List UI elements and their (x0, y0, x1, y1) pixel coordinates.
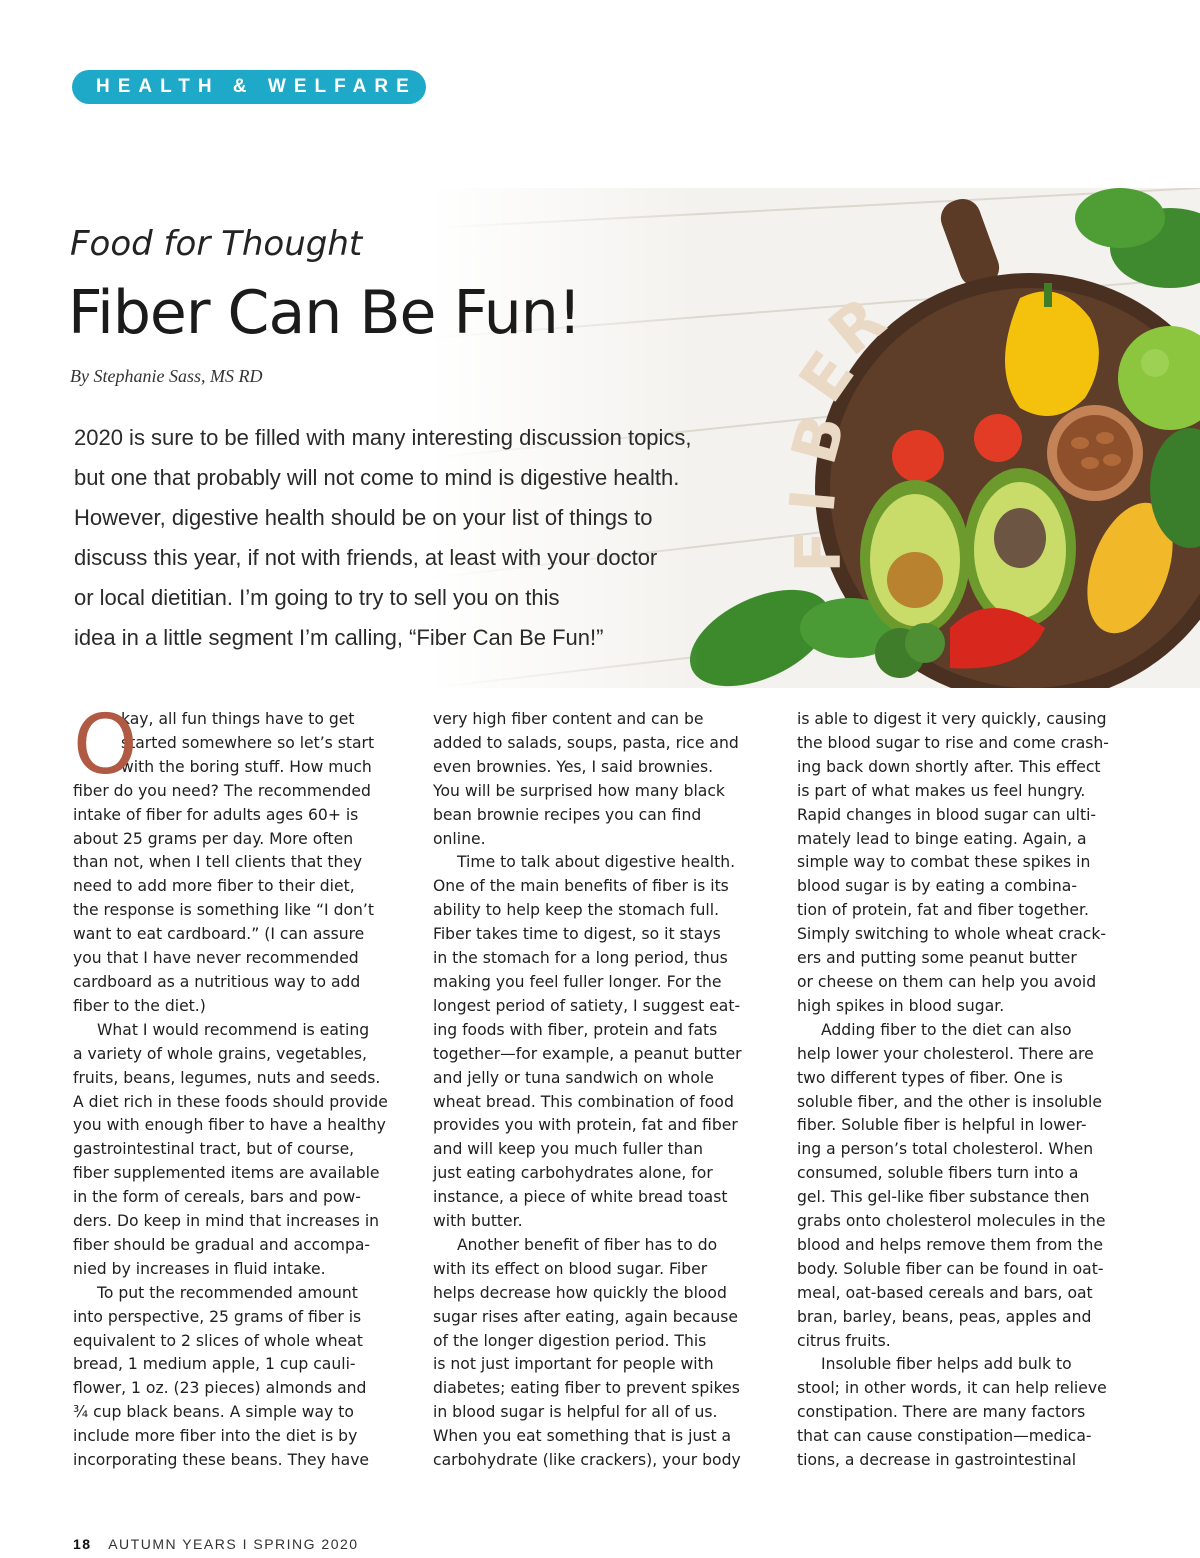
text-line: together—for example, a peanut butter (433, 1044, 742, 1063)
intro-line: or local dietitian. I’m going to try to sell you on this (74, 585, 560, 610)
text-line: citrus fruits. (797, 1331, 891, 1350)
text-line: and jelly or tuna sandwich on whole (433, 1068, 714, 1087)
text-line: of the longer digestion period. This (433, 1331, 707, 1350)
text-line: just eating carbohydrates alone, for (433, 1164, 713, 1183)
article-column-3 (797, 708, 1129, 1473)
text-line: tion of protein, fat and fiber together. (797, 901, 1089, 920)
drop-cap: O (73, 698, 138, 793)
text-line: bran, barley, beans, peas, apples and (797, 1307, 1092, 1326)
text-line: equivalent to 2 slices of whole wheat (73, 1331, 363, 1350)
text-line: Insoluble fiber helps add bulk to (821, 1355, 1072, 1374)
text-line: fiber do you need? The recommended (73, 781, 371, 800)
intro-paragraph (74, 418, 774, 658)
text-line: Adding fiber to the diet can also (821, 1020, 1072, 1039)
text-line: include more fiber into the diet is by (73, 1427, 358, 1446)
text-line: ability to help keep the stomach full. (433, 901, 720, 920)
text-line: with butter. (433, 1212, 523, 1231)
text-line: constipation. There are many factors (797, 1403, 1086, 1422)
text-line: is able to digest it very quickly, causing (797, 710, 1107, 728)
text-line: that can cause constipation—medica- (797, 1427, 1092, 1446)
text-line: bean brownie recipes you can find (433, 805, 702, 824)
text-line: To put the recommended amount (97, 1283, 358, 1302)
text-line: a variety of whole grains, vegetables, (73, 1044, 367, 1063)
text-line: nied by increases in fluid intake. (73, 1259, 326, 1278)
text-line: simple way to combat these spikes in (797, 853, 1091, 872)
text-line: with its effect on blood sugar. Fiber (433, 1259, 708, 1278)
kicker: Food for Thought (70, 224, 363, 264)
page-number: 18 (73, 1536, 92, 1552)
article-column-1 (73, 698, 405, 1473)
text-line: need to add more fiber to their diet, (73, 877, 355, 896)
text-line: incorporating these beans. They have (73, 1451, 370, 1470)
text-line: the blood sugar to rise and come crash- (797, 733, 1109, 752)
text-line: Time to talk about digestive health. (457, 853, 736, 872)
text-line: is not just important for people with (433, 1355, 714, 1374)
text-line: gastrointestinal tract, but of course, (73, 1140, 355, 1159)
text-line: blood sugar is by eating a combina- (797, 877, 1077, 896)
text-line: diabetes; eating fiber to prevent spikes (433, 1379, 740, 1398)
text-line: You will be surprised how many black (433, 781, 725, 800)
text-line: ing foods with fiber, protein and fats (433, 1020, 718, 1039)
text-line: carbohydrate (like crackers), your body (433, 1451, 741, 1470)
text-line: cardboard as a nutritious way to add (73, 972, 361, 991)
text-line: into perspective, 25 grams of fiber is (73, 1307, 362, 1326)
article-column-2 (433, 708, 765, 1473)
text-line: fiber. Soluble fiber is helpful in lower- (797, 1116, 1087, 1135)
text-line: ers and putting some peanut butter (797, 949, 1077, 968)
text-line: want to eat cardboard.” (I can assure (73, 925, 365, 944)
text-line: you with enough fiber to have a healthy (73, 1116, 386, 1135)
text-line: in the stomach for a long period, thus (433, 949, 728, 968)
text-line: two different types of fiber. One is (797, 1068, 1063, 1087)
text-line: sugar rises after eating, again because (433, 1307, 738, 1326)
text-line: ders. Do keep in mind that increases in (73, 1212, 380, 1231)
intro-line: discuss this year, if not with friends, at least with your doctor (74, 545, 658, 570)
text-line: Another benefit of fiber has to do (457, 1235, 718, 1254)
text-line: flower, 1 oz. (23 pieces) almonds and (73, 1379, 367, 1398)
text-line: in blood sugar is helpful for all of us. (433, 1403, 718, 1422)
page-footer (73, 1536, 359, 1552)
text-line: you that I have never recommended (73, 949, 359, 968)
publication-info: AUTUMN YEARS I SPRING 2020 (108, 1536, 359, 1552)
text-line: mately lead to binge eating. Again, a (797, 829, 1087, 848)
text-line: consumed, soluble fibers turn into a (797, 1164, 1079, 1183)
text-line: gel. This gel-like fiber substance then (797, 1188, 1090, 1207)
text-line: fruits, beans, legumes, nuts and seeds. (73, 1068, 381, 1087)
text-line: provides you with protein, fat and fiber (433, 1116, 738, 1135)
section-label: HEALTH & WELFARE (72, 70, 426, 104)
intro-line: However, digestive health should be on your list of things to (74, 505, 653, 530)
text-line: Rapid changes in blood sugar can ulti- (797, 805, 1097, 824)
text-line: even brownies. Yes, I said brownies. (433, 757, 714, 776)
intro-line: but one that probably will not come to mind is digestive health. (74, 465, 680, 490)
text-line: intake of fiber for adults ages 60+ is (73, 805, 359, 824)
text-line: blood and helps remove them from the (797, 1235, 1103, 1254)
text-line: longest period of satiety, I suggest eat- (433, 996, 741, 1015)
text-line: and will keep you much fuller than (433, 1140, 704, 1159)
headline: Fiber Can Be Fun! (68, 278, 581, 348)
text-line: helps decrease how quickly the blood (433, 1283, 727, 1302)
text-line: soluble fiber, and the other is insoluble (797, 1092, 1102, 1111)
text-line: fiber to the diet.) (73, 996, 206, 1015)
text-line: making you feel fuller longer. For the (433, 972, 722, 991)
text-line: or cheese on them can help you avoid (797, 972, 1097, 991)
text-line: online. (433, 829, 486, 848)
intro-line: idea in a little segment I’m calling, “Fiber Can Be Fun!” (74, 625, 604, 650)
text-line: high spikes in blood sugar. (797, 996, 1005, 1015)
text-line: fiber supplemented items are available (73, 1164, 380, 1183)
text-line: than not, when I tell clients that they (73, 853, 363, 872)
text-line: What I would recommend is eating (97, 1020, 370, 1039)
byline: By Stephanie Sass, MS RD (70, 366, 263, 386)
text-line: Simply switching to whole wheat crack- (797, 925, 1106, 944)
text-line: Fiber takes time to digest, so it stays (433, 925, 721, 944)
text-line: One of the main benefits of fiber is its (433, 877, 729, 896)
text-line: tions, a decrease in gastrointestinal (797, 1451, 1077, 1470)
text-line: body. Soluble fiber can be found in oat- (797, 1259, 1104, 1278)
text-line: ing a person’s total cholesterol. When (797, 1140, 1094, 1159)
text-line: When you eat something that is just a (433, 1427, 732, 1446)
text-line: grabs onto cholesterol molecules in the (797, 1212, 1106, 1231)
text-line: is part of what makes us feel hungry. (797, 781, 1086, 800)
text-line: meal, oat-based cereals and bars, oat (797, 1283, 1093, 1302)
text-line: in the form of cereals, bars and pow- (73, 1188, 361, 1207)
text-line: the response is something like “I don’t (73, 901, 374, 920)
text-line: stool; in other words, it can help relieve (797, 1379, 1107, 1398)
text-line: very high fiber content and can be (433, 710, 704, 728)
text-line: ¾ cup black beans. A simple way to (73, 1403, 354, 1422)
text-line: instance, a piece of white bread toast (433, 1188, 728, 1207)
text-line: added to salads, soups, pasta, rice and (433, 733, 739, 752)
text-line: help lower your cholesterol. There are (797, 1044, 1094, 1063)
text-line: wheat bread. This combination of food (433, 1092, 734, 1111)
text-line: about 25 grams per day. More often (73, 829, 354, 848)
text-line: ing back down shortly after. This effect (797, 757, 1101, 776)
text-line: with the boring stuff. How much (121, 757, 372, 776)
text-line: bread, 1 medium apple, 1 cup cauli- (73, 1355, 356, 1374)
intro-line: 2020 is sure to be filled with many interesting discussion topics, (74, 425, 692, 450)
text-line: started somewhere so let’s start (121, 733, 375, 752)
text-line: fiber should be gradual and accompa- (73, 1235, 371, 1254)
text-line: A diet rich in these foods should provide (73, 1092, 388, 1111)
text-line: kay, all fun things have to get (121, 710, 355, 728)
